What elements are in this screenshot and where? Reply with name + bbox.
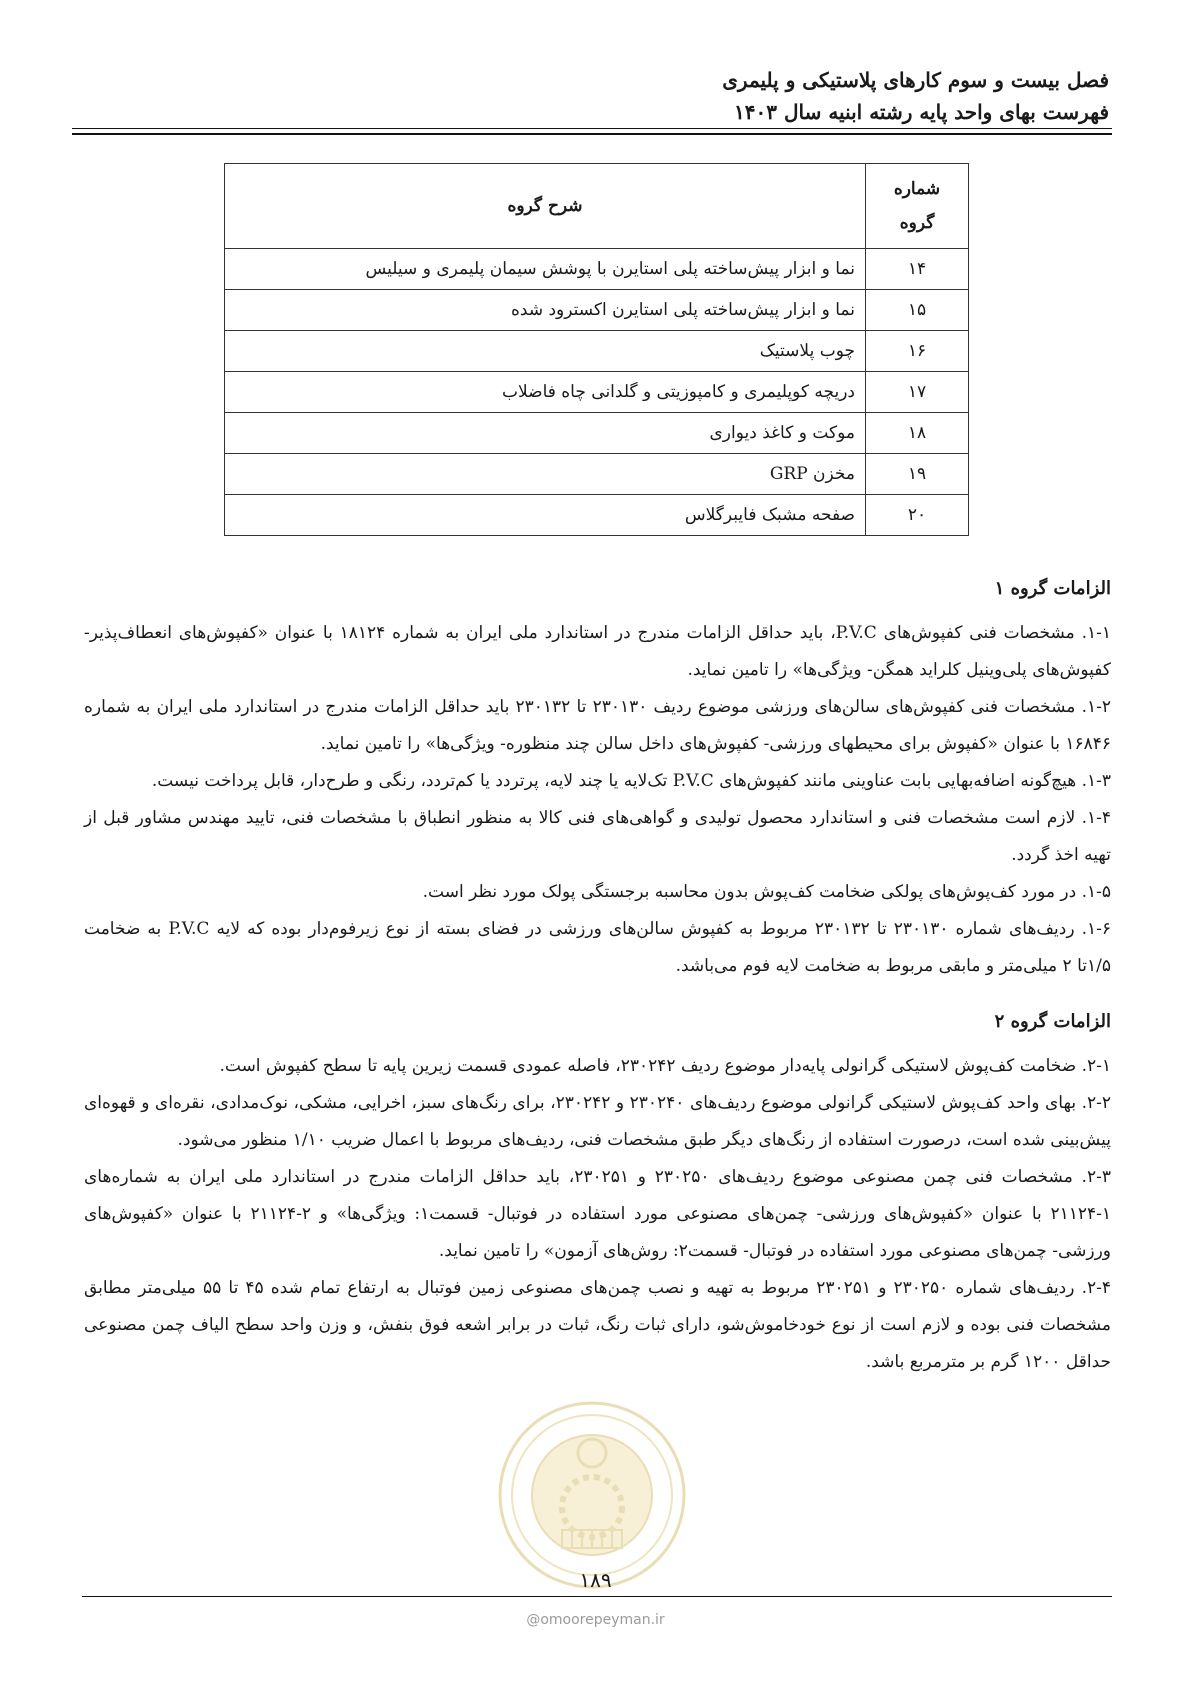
group-number: ۲۰ [866, 495, 969, 536]
group-number: ۱۵ [866, 290, 969, 331]
group-description: صفحه مشبک فایبرگلاس [225, 495, 866, 536]
group-description: دریچه کوپلیمری و کامپوزیتی و گلدانی چاه فاضلاب [225, 372, 866, 413]
group-description: نما و ابزار پیش‌ساخته پلی استایرن اکسترود شده [225, 290, 866, 331]
header-group-number: شماره گروه [866, 164, 969, 249]
table-row [225, 413, 969, 454]
group-description: چوب پلاستیک [225, 331, 866, 372]
requirement-paragraph: ۱-۱. مشخصات فنی کفپوش‌های P.V.C، باید حداقل الزامات مندرج در استاندارد ملی ایران به شماره ۱۸۱۲۴ با عنوان «کفپوش‌های انعطاف‌پذیر- کفپوش‌های پلی‌وینیل کلراید همگن- ویژگی‌ها» را تامین نماید. [84, 623, 1111, 680]
section-title-group-2: الزامات گروه ۲ [994, 1011, 1111, 1032]
footer-watermark-url: @omoorepeyman.ir [526, 1612, 665, 1628]
list-title: فهرست بهای واحد پایه رشته ابنیه سال ۱۴۰۳ [734, 100, 1109, 124]
watermark-seal-icon [492, 1395, 692, 1595]
group-number: ۱۹ [866, 454, 969, 495]
header-group-description: شرح گروه [225, 164, 866, 249]
group-number: ۱۶ [866, 331, 969, 372]
table-row [225, 331, 969, 372]
requirement-paragraph: ۲-۱. ضخامت کف‌پوش لاستیکی گرانولی پایه‌دار موضوع ردیف ۲۳۰۲۴۲، فاصله عمودی قسمت زیرین پایه تا سطح کفپوش است. [219, 1056, 1111, 1076]
requirement-paragraph: ۱-۵. در مورد کف‌پوش‌های پولکی ضخامت کف‌پوش بدون محاسبه برجستگی پولک مورد نظر است. [422, 882, 1111, 902]
section-title-group-1: الزامات گروه ۱ [994, 578, 1111, 599]
group-description: موکت و کاغذ دیواری [225, 413, 866, 454]
table-row [225, 495, 969, 536]
requirement-paragraph: ۱-۳. هیچ‌گونه اضافه‌بهایی بابت عناوینی مانند کفپوش‌های P.V.C تک‌لایه یا چند لایه، پرتردد یا کم‌تردد، رنگی و طرح‌دار، قابل پرداخت نیست. [151, 771, 1111, 791]
group-description: نما و ابزار پیش‌ساخته پلی استایرن با پوشش سیمان پلیمری و سیلیس [225, 249, 866, 290]
table-row [225, 372, 969, 413]
page-number: ۱۸۹ [579, 1568, 612, 1592]
body-content [84, 570, 1111, 1381]
header-rule-thin [72, 128, 1112, 129]
group-number: ۱۸ [866, 413, 969, 454]
chapter-title: فصل بیست و سوم کارهای پلاستیکی و پلیمری [722, 68, 1109, 92]
requirement-paragraph: ۱-۶. ردیف‌های شماره ۲۳۰۱۳۰ تا ۲۳۰۱۳۲ مربوط به کفپوش سالن‌های ورزشی در فضای بسته از نوع زیرفوم‌دار بوده که لایه P.V.C به ضخامت ۱/۵تا ۲ میلی‌متر و مابقی مربوط به ضخامت لایه فوم می‌باشد. [84, 919, 1111, 976]
group-number: ۱۷ [866, 372, 969, 413]
header-rule-thick [72, 133, 1112, 135]
page-header [79, 64, 1109, 128]
group-description: مخزن GRP [225, 454, 866, 495]
requirement-paragraph: ۲-۴. ردیف‌های شماره ۲۳۰۲۵۰ و ۲۳۰۲۵۱ مربوط به تهیه و نصب چمن‌های مصنوعی زمین فوتبال به ارتفاع تمام شده ۴۵ تا ۵۵ میلی‌متر مطابق مشخصات فنی بوده و لازم است از نوع خودخاموش‌شو، دارای ثبات رنگ، ثبات در برابر اشعه فوق بنفش، و وزن واحد سطح الیاف چمن مصنوعی حداقل ۱۲۰۰ گرم بر مترمربع باشد. [84, 1278, 1111, 1372]
group-number: ۱۴ [866, 249, 969, 290]
requirement-paragraph: ۱-۴. لازم است مشخصات فنی و استاندارد محصول تولیدی و گواهی‌های فنی کالا به منظور انطباق با مشخصات فنی، تایید مهندس مشاور قبل از تهیه اخذ گردد. [84, 808, 1111, 865]
requirement-paragraph: ۱-۲. مشخصات فنی کفپوش‌های سالن‌های ورزشی موضوع ردیف ۲۳۰۱۳۰ تا ۲۳۰۱۳۲ باید حداقل الزامات مندرج در استاندارد ملی ایران به شماره ۱۶۸۴۶ با عنوان «کفپوش برای محیطهای ورزشی- کفپوش‌های داخل سالن چند منظوره- ویژگی‌ها» را تامین نماید. [84, 697, 1111, 754]
groups-table [224, 163, 969, 536]
groups-table-wrap [224, 163, 969, 536]
table-header-row [225, 164, 969, 249]
requirement-paragraph: ۲-۲. بهای واحد کف‌پوش لاستیکی گرانولی موضوع ردیف‌های ۲۳۰۲۴۰ و ۲۳۰۲۴۲، برای رنگ‌های سبز، اخرایی، مشکی، نوک‌مدادی، نقره‌ای و قهوه‌ای پیش‌بینی شده است، درصورت استفاده از رنگ‌های دیگر طبق مشخصات فنی، ردیف‌های مربوط با اعمال ضریب ۱/۱۰ منظور می‌شود. [84, 1093, 1111, 1150]
footer-rule [82, 1596, 1112, 1597]
table-row [225, 454, 969, 495]
requirement-paragraph: ۲-۳. مشخصات فنی چمن مصنوعی موضوع ردیف‌های ۲۳۰۲۵۰ و ۲۳۰۲۵۱، باید حداقل الزامات مندرج در استاندارد ملی ایران به شماره‌های ۱-۲۱۱۲۴ با عنوان «کفپوش‌های ورزشی- چمن‌های مصنوعی مورد استفاده در فوتبال- قسمت۱: ویژگی‌ها» و ۲-۲۱۱۲۴ با عنوان «کفپوش‌های ورزشی- چمن‌های مصنوعی مورد استفاده در فوتبال- قسمت۲: روش‌های آزمون» را تامین نماید. [84, 1167, 1111, 1261]
table-row [225, 249, 969, 290]
table-row [225, 290, 969, 331]
